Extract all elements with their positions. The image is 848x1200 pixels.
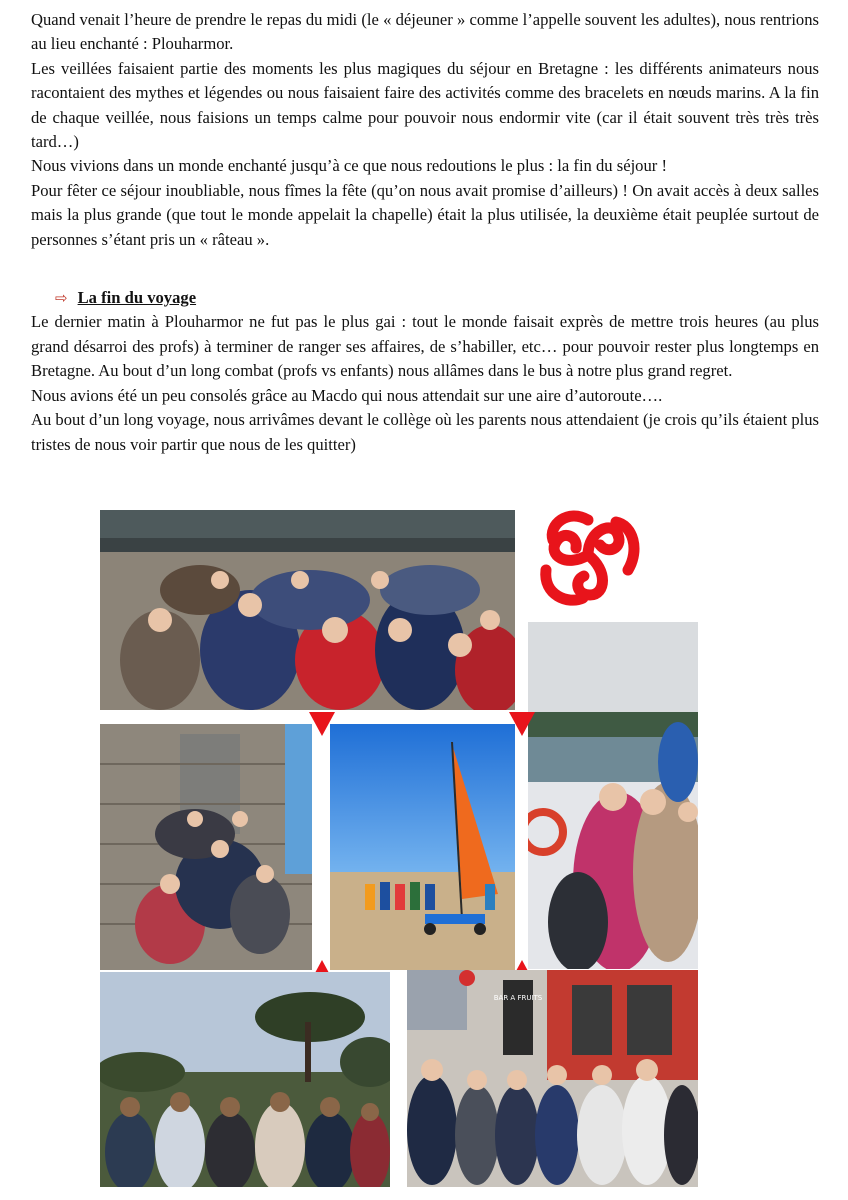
paragraph: Les veillées faisaient partie des moments les plus magiques du séjour en Bretagne : les différents animateurs nous racontaient des mythes et légendes ou nous faisaient faire des activités comme des bracelets en nœuds marins. A la fin de chaque veillée, nous faisions un temps calme pour pouvoir nous endormir vite (car il était souvent très très très tard…) <box>31 58 819 152</box>
photo-boat-trip <box>528 622 698 969</box>
paragraph: Nous vivions dans un monde enchanté jusqu’à ce que nous redoutions le plus : la fin du séjour ! <box>31 156 667 176</box>
photo-group-on-quay <box>100 510 515 710</box>
photo-stone-house-group <box>100 724 312 970</box>
section-title: La fin du voyage <box>77 288 197 308</box>
photo-group-under-tree <box>100 972 390 1187</box>
article-text <box>31 8 819 457</box>
paragraph: Nous avions été un peu consolés grâce au Macdo qui nous attendait sur une aire d’autoroute…. <box>31 385 663 405</box>
shop-sign: BAR A FRUITS <box>493 994 543 1002</box>
paragraph: Au bout d’un long voyage, nous arrivâmes devant le collège où les parents nous attendaient (je crois qu’ils étaient plus tristes de nous voir partir que nous de les quitter) <box>31 410 819 454</box>
paragraph: Quand venait l’heure de prendre le repas du midi (le « déjeuner » comme l’appelle souvent les adultes), nous rentrions au lieu enchanté : Plouharmor. <box>31 10 819 54</box>
paragraph: Pour fêter ce séjour inoubliable, nous fîmes la fête (qu’on nous avait promise d’ailleurs) ! On avait accès à deux salles mais la plus grande (que tout le monde appelait la chapelle) était la plus utilisée, la deuxième était peuplée surtout de personnes s’étant pris un « râteau ». <box>31 180 819 249</box>
paragraph: Le dernier matin à Plouharmor ne fut pas le plus gai : tout le monde faisait exprès de mettre trois heures (au plus grand désarroi des profs) à terminer de ranger ses affaires, de s’habiller, etc… pour pouvoir rester plus longtemps en Bretagne. Au bout d’un long combat (profs vs enfants) nous allâmes dans le bus à notre plus grand regret. <box>31 312 819 381</box>
photo-street-ice-cream <box>407 970 698 1187</box>
triskel-icon <box>528 500 648 610</box>
right-arrow-icon: ⇨ <box>55 289 68 308</box>
section-heading <box>31 286 819 310</box>
photo-sand-yacht <box>330 724 515 970</box>
